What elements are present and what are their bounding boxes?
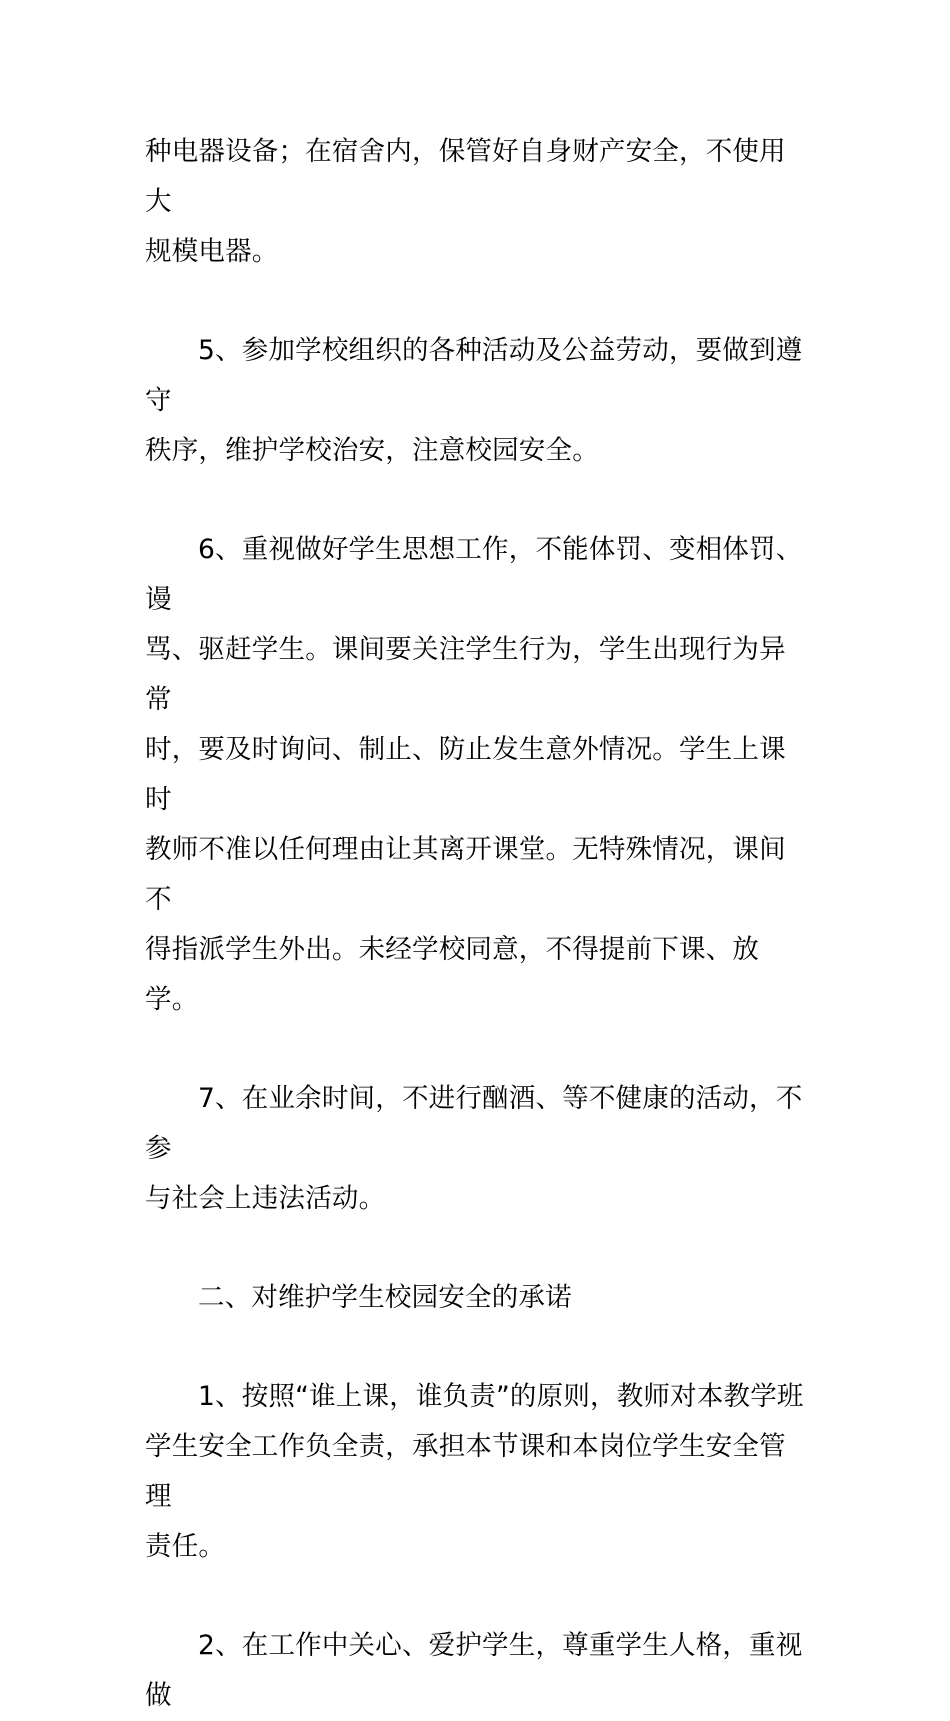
paragraph-gap xyxy=(145,277,810,326)
paragraph-gap xyxy=(145,1224,810,1273)
text-line: 教师不准以任何理由让其离开课堂。无特殊情况，课间不 xyxy=(145,834,786,915)
text-line: 学生安全工作负全责，承担本节课和本岗位学生安全管理 xyxy=(145,1431,786,1512)
paragraph-gap xyxy=(145,1323,810,1372)
paragraph-commitment-1 xyxy=(145,1372,810,1572)
text-line: 与社会上违法活动。 xyxy=(145,1183,386,1214)
paragraph-gap xyxy=(145,1572,810,1621)
text-line: 责任。 xyxy=(145,1531,226,1562)
paragraph-item-7 xyxy=(145,1074,810,1224)
text-line: 6、重视做好学生思想工作，不能体罚、变相体罚、谩 xyxy=(145,534,803,615)
paragraph-item-5 xyxy=(145,326,810,476)
text-line: 秩序，维护学校治安，注意校园安全。 xyxy=(145,435,599,466)
text-line: 7、在业余时间，不进行酗酒、等不健康的活动，不参 xyxy=(145,1083,803,1164)
paragraph-gap xyxy=(145,476,810,525)
paragraph-commitment-2 xyxy=(145,1621,810,1721)
section-heading xyxy=(145,1273,810,1323)
text-line: 种电器设备；在宿舍内，保管好自身财产安全，不使用大 xyxy=(145,136,786,217)
text-line: 规模电器。 xyxy=(145,236,279,267)
text-line: 时，要及时询问、制止、防止发生意外情况。学生上课时 xyxy=(145,734,786,815)
text-line: 得指派学生外出。未经学校同意，不得提前下课、放学。 xyxy=(145,934,760,1015)
text-line: 二、对维护学生校园安全的承诺 xyxy=(198,1282,572,1313)
paragraph-gap xyxy=(145,1025,810,1074)
paragraph-electrical xyxy=(145,127,810,277)
text-line: 1、按照“谁上课，谁负责”的原则，教师对本教学班 xyxy=(198,1381,804,1412)
text-line: 2、在工作中关心、爱护学生，尊重学生人格，重视做 xyxy=(145,1630,803,1711)
text-line: 骂、驱赶学生。课间要关注学生行为，学生出现行为异常 xyxy=(145,634,786,715)
text-line: 5、参加学校组织的各种活动及公益劳动，要做到遵守 xyxy=(145,335,803,416)
paragraph-item-6 xyxy=(145,525,810,1025)
document-page xyxy=(145,127,810,1721)
